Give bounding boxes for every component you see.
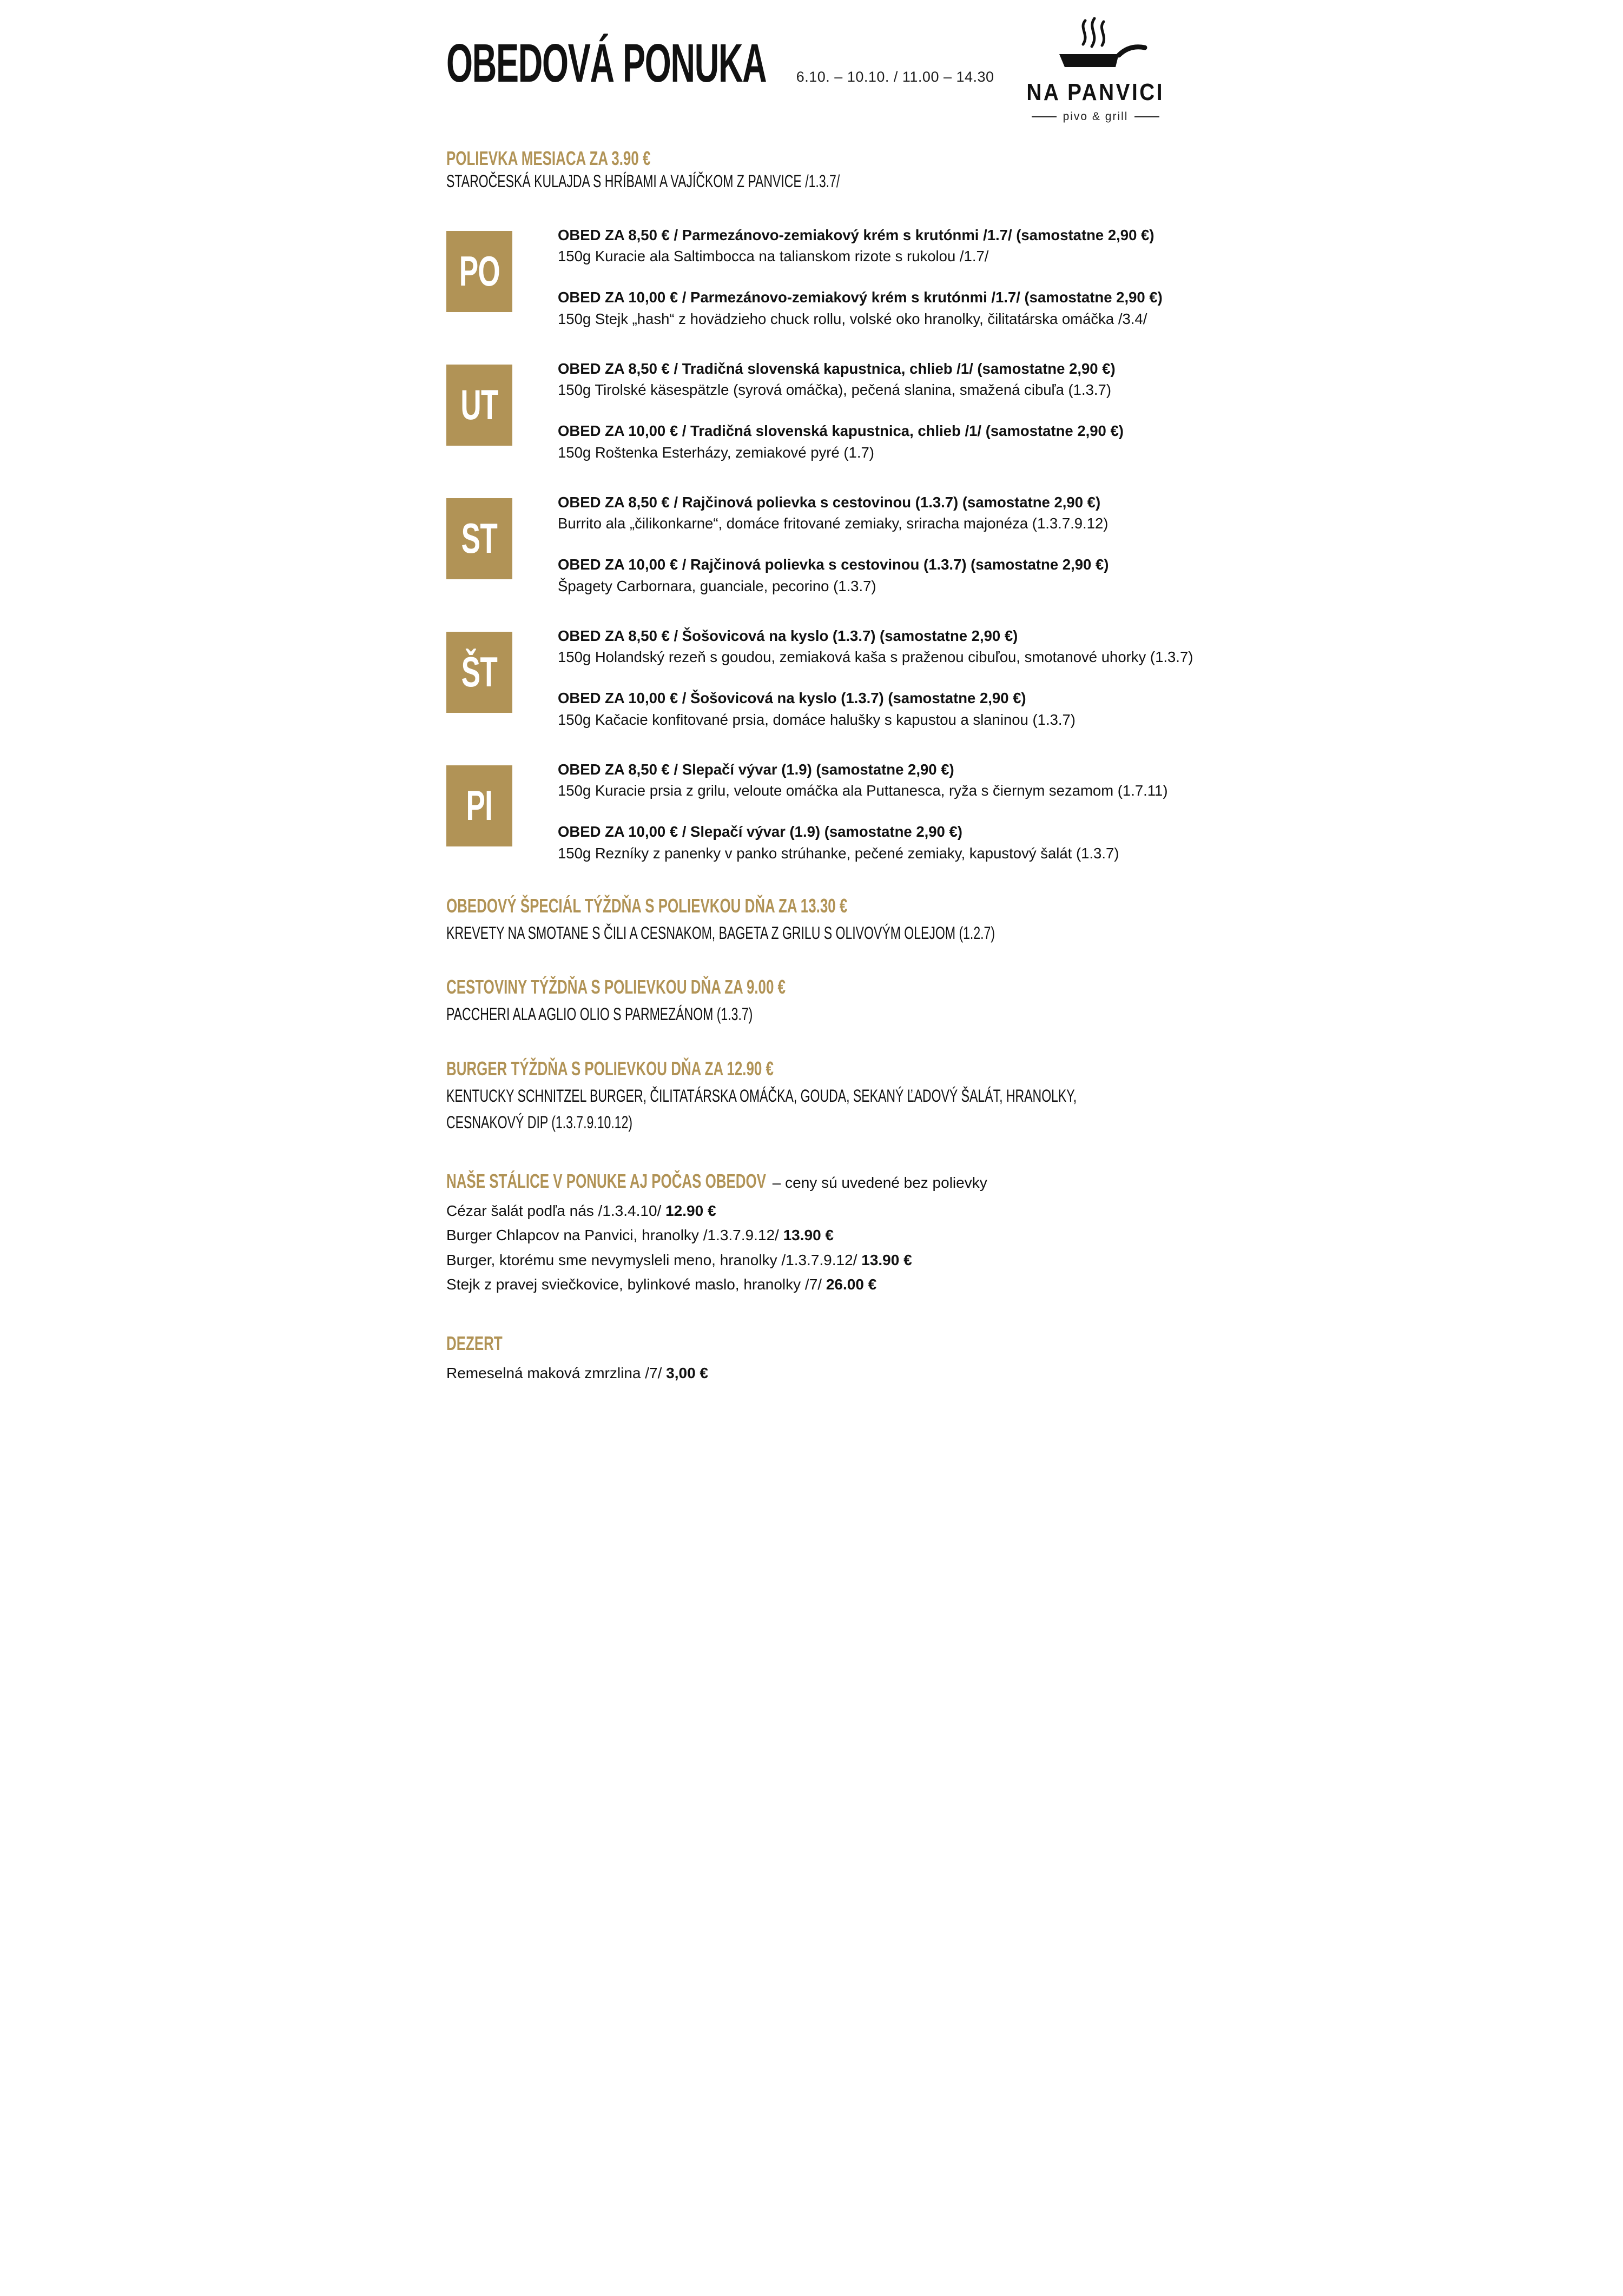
day-code: PI [466,782,493,830]
menu-item [558,760,1168,801]
special-heading: BURGER TÝŽDŇA S POLIEVKOU DŇA ZA 12.90 € [446,1057,774,1080]
title-block [446,33,994,94]
priced-item-text: Burger Chlapcov na Panvici, hranolky /1.3.7.9.12/ [446,1227,783,1244]
day-menus [558,493,1109,596]
menu-item [558,359,1124,400]
day-code: ŠT [461,648,498,696]
menu-item [558,555,1109,596]
special-line: PACCHERI ALA AGLIO OLIO S PARMEZÁNOM (1.3.7) [446,1004,753,1024]
weekly-specials [446,894,1177,1134]
soup-of-month-section [446,146,1177,193]
dessert-section [446,1331,1177,1385]
priced-item-price: 3,00 € [666,1365,709,1382]
logo-tagline [1014,110,1177,123]
special-lines [446,922,1177,945]
priced-item-text: Remeselná maková zmrzlina /7/ [446,1365,667,1382]
menu-title: OBED ZA 10,00 € / Rajčinová polievka s cestovinou (1.3.7) (samostatne 2,90 €) [558,556,1109,573]
menu-description: 150g Rezníky z panenky v panko strúhanke, pečené zemiaky, kapustový šalát (1.3.7) [558,844,1119,862]
day-menus [558,226,1163,329]
menu-title: OBED ZA 10,00 € / Tradičná slovenská kapustnica, chlieb /1/ (samostatne 2,90 €) [558,422,1124,440]
priced-item [446,1361,1177,1385]
soup-of-month-item: STAROČESKÁ KULAJDA S HRÍBAMI A VAJÍČKOM Z PANVICE /1.3.7/ [446,171,840,191]
menu-title: OBED ZA 8,50 € / Šošovicová na kyslo (1.3.7) (samostatne 2,90 €) [558,627,1018,644]
menu-title: OBED ZA 8,50 € / Rajčinová polievka s cestovinou (1.3.7) (samostatne 2,90 €) [558,493,1101,511]
special-section [446,975,1177,1026]
priced-item-price: 13.90 € [861,1251,912,1268]
restaurant-logo [1014,17,1177,123]
day-code: UT [460,381,498,429]
priced-item-text: Burger, ktorému sme nevymysleli meno, hranolky /1.3.7.9.12/ [446,1251,862,1268]
day-row [446,359,1177,462]
menu-item [558,226,1163,267]
daily-menus [446,226,1193,863]
menu-description: 150g Holandský rezeň s goudou, zemiaková kaša s praženou cibuľou, smotanové uhorky (1.3.7) [558,649,1193,666]
priced-item-price: 12.90 € [665,1202,716,1219]
priced-item-price: 13.90 € [783,1227,834,1244]
soup-of-month-heading: POLIEVKA MESIACA ZA 3.90 € [446,147,651,169]
tagline-rule-left [1032,116,1057,117]
day-row [446,626,1193,730]
day-row [446,226,1177,329]
menu-item [558,421,1124,462]
menu-title: OBED ZA 8,50 € / Slepačí vývar (1.9) (samostatne 2,90 €) [558,760,954,778]
menu-title: OBED ZA 10,00 € / Šošovicová na kyslo (1.3.7) (samostatne 2,90 €) [558,690,1026,707]
priced-item [446,1248,1177,1272]
menu-item [558,288,1163,329]
menu-title: OBED ZA 10,00 € / Parmezánovo-zemiakový krém s krutónmi /1.7/ (samostatne 2,90 €) [558,289,1163,306]
menu-item [558,626,1193,667]
priced-item-text: Stejk z pravej sviečkovice, bylinkové maslo, hranolky /7/ [446,1276,826,1293]
menu-title: OBED ZA 8,50 € / Parmezánovo-zemiakový krém s krutónmi /1.7/ (samostatne 2,90 €) [558,226,1154,243]
special-line: KENTUCKY SCHNITZEL BURGER, ČILITATÁRSKA OMÁČKA, GOUDA, SEKANÝ ĽADOVÝ ŠALÁT, HRANOLKY, [446,1086,1077,1106]
menu-description: 150g Kuracie prsia z grilu, veloute omáčka ala Puttanesca, ryža s čiernym sezamom (1.7.11) [558,782,1168,799]
staples-heading: NAŠE STÁLICE V PONUKE AJ POČAS OBEDOV [446,1169,766,1192]
day-badge [446,632,512,713]
priced-item [446,1199,1177,1223]
day-badge [446,498,512,579]
day-code: ST [461,514,498,563]
day-menus [558,359,1124,462]
menu-title: OBED ZA 8,50 € / Tradičná slovenská kapustnica, chlieb /1/ (samostatne 2,90 €) [558,360,1116,377]
menu-item [558,822,1168,863]
menu-description: 150g Kuracie ala Saltimbocca na talianskom rizote s rukolou /1.7/ [558,248,989,265]
menu-description: 150g Kačacie konfitované prsia, domáce halušky s kapustou a slaninou (1.3.7) [558,711,1076,728]
logo-name: NA PANVICI [1026,79,1165,105]
day-row [446,493,1177,596]
menu-page [406,0,1217,1418]
special-lines [446,1085,1177,1134]
menu-description: 150g Stejk „hash“ z hovädzieho chuck rollu, volské oko hranolky, čilitatárska omáčka /3.4/ [558,310,1147,327]
priced-item [446,1272,1177,1296]
special-line: KREVETY NA SMOTANE S ČILI A CESNAKOM, BAGETA Z GRILU S OLIVOVÝM OLEJOM (1.2.7) [446,923,995,943]
menu-description: Burrito ala „čilikonkarne“, domáce fritované zemiaky, sriracha majonéza (1.3.7.9.12) [558,515,1109,532]
dessert-heading: DEZERT [446,1332,503,1355]
priced-item [446,1223,1177,1247]
special-heading: OBEDOVÝ ŠPECIÁL TÝŽDŇA S POLIEVKOU DŇA ZA 13.30 € [446,894,848,917]
staples-heading-suffix: – ceny sú uvedené bez polievky [772,1174,987,1191]
day-menus [558,626,1193,730]
day-menus [558,760,1168,863]
day-code: PO [459,247,500,295]
menu-description: 150g Tirolské käsespätzle (syrová omáčka), pečená slanina, smažená cibuľa (1.3.7) [558,381,1111,399]
day-badge [446,365,512,446]
day-row [446,760,1177,863]
page-title: OBEDOVÁ PONUKA [446,33,767,94]
priced-item-text: Cézar šalát podľa nás /1.3.4.10/ [446,1202,666,1219]
menu-item [558,493,1109,534]
priced-item-price: 26.00 € [826,1276,877,1293]
special-section [446,1056,1177,1134]
day-badge [446,765,512,846]
day-badge [446,231,512,312]
special-lines [446,1003,1177,1026]
menu-description: Špagety Carbornara, guanciale, pecorino (1.3.7) [558,577,876,594]
steaming-pan-icon [1014,17,1177,78]
tagline-text: pivo & grill [1063,110,1129,123]
date-range: 6.10. – 10.10. / 11.00 – 14.30 [796,69,994,85]
staples-section [446,1169,1177,1296]
menu-item [558,689,1193,730]
tagline-rule-right [1134,116,1159,117]
special-heading: CESTOVINY TÝŽDŇA S POLIEVKOU DŇA ZA 9.00 € [446,976,786,998]
staples-list [446,1199,1177,1296]
special-line: CESNAKOVÝ DIP (1.3.7.9.10.12) [446,1113,633,1133]
menu-description: 150g Roštenka Esterházy, zemiakové pyré (1.7) [558,444,874,461]
header [446,23,1177,123]
dessert-list [446,1361,1177,1385]
menu-title: OBED ZA 10,00 € / Slepačí vývar (1.9) (samostatne 2,90 €) [558,823,962,841]
special-section [446,894,1177,945]
